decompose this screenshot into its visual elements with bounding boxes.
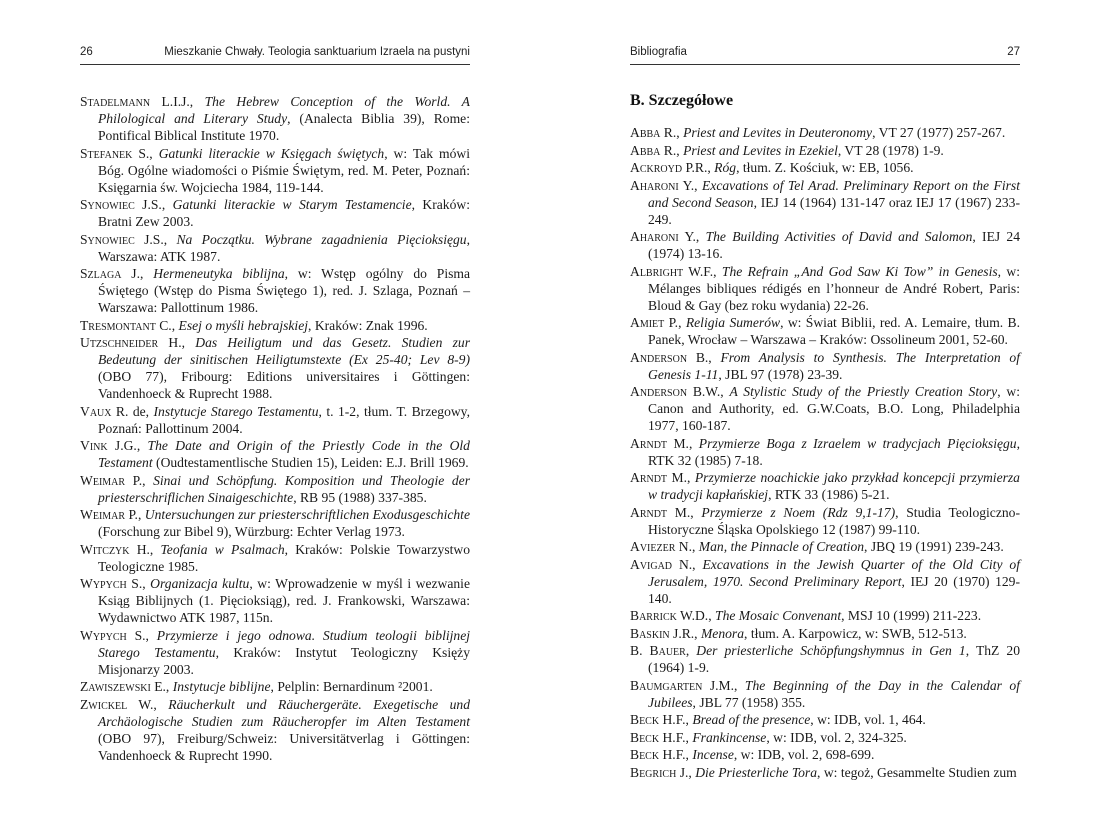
entry-initials: C., <box>155 317 179 333</box>
bibliography-entry <box>80 265 470 316</box>
entry-details: , w: Wstęp ogólny do Pisma Świętego (Wstęp do Pisma Świętego 1), red. J. Szlaga, Poznań – Warszawa: Pallottinum 1986. <box>98 266 471 315</box>
entry-details: , Pelplin: Bernardinum ²2001. <box>270 679 433 694</box>
entry-title: Excavations in the Jewish Quarter of the Old City of Jerusalem, 1970. Second Preliminary Report <box>648 556 1020 589</box>
bibliography-entry <box>630 228 1020 262</box>
right-running-header <box>630 44 1020 65</box>
entry-details: , IEJ 20 (1970) 129-140. <box>648 573 1020 606</box>
entry-author: Wypych <box>80 627 127 643</box>
entry-initials: J.S., <box>134 197 173 212</box>
bibliography-entry <box>630 349 1020 383</box>
bibliography-entry <box>630 124 1020 141</box>
entry-title: Róg <box>714 160 737 175</box>
entry-title: Sinai und Schöpfung. Komposition und Theologie der priesterschriflichen Sinaigeschichte <box>98 472 470 505</box>
entry-initials: W.F., <box>683 263 722 279</box>
entry-initials: R., <box>660 125 684 140</box>
entry-initials: B.W., <box>687 384 730 399</box>
entry-title: Przymierze i jego odnowa. Studium teologii biblijnej Starego Testamentu <box>98 627 471 660</box>
bibliography-entry <box>630 159 1020 176</box>
entry-author: Ackroyd <box>630 160 683 175</box>
entry-author: Beck <box>630 729 660 745</box>
entry-title: A Stylistic Study of the Priestly Creation Story <box>729 384 998 399</box>
entry-title: Der priesterliche Schöpfungshymnus in Gen 1 <box>696 643 966 658</box>
entry-title: The Date and Origin of the Priestly Code in the Old Testament <box>98 438 470 470</box>
entry-author: Aharoni <box>630 177 679 193</box>
entry-author: Arndt <box>630 504 668 520</box>
entry-author: Baumgarten <box>630 677 703 693</box>
entry-details: , Studia Teologiczno-Historyczne Śląska Opolskiego 12 (1987) 99-110. <box>648 504 1020 537</box>
entry-title: Teofania w Psalmach <box>160 541 285 557</box>
bibliography-entry <box>630 263 1020 314</box>
entry-title: Gatunki literackie w Księgach świętych <box>158 145 385 161</box>
entry-details: , tłum. Z. Kościuk, w: EB, 1056. <box>736 160 914 175</box>
entry-details: (OBO 97), Freiburg/Schweiz: Universitätverlag i Göttingen: Vandenhoeck & Ruprecht 1990. <box>98 730 470 763</box>
entry-details: , JBL 77 (1958) 355. <box>692 694 806 710</box>
bibliography-entry <box>80 678 470 695</box>
entry-initials: W., <box>127 696 169 712</box>
bibliography-entry <box>80 696 470 764</box>
left-running-title: Mieszkanie Chwały. Teologia sanktuarium Izraela na pustyni <box>164 46 470 58</box>
entry-details: , Kraków: Bratni Zew 2003. <box>98 197 470 229</box>
entry-title: The Hebrew Conception of the World. A Philological and Literary Study <box>98 94 470 126</box>
entry-author: Aviezer <box>630 539 676 554</box>
bibliography-entry <box>630 177 1020 228</box>
entry-title: Gatunki literackie w Starym Testamencie <box>172 197 412 212</box>
entry-author: Vink <box>80 438 108 453</box>
entry-title: The Mosaic Convenant <box>715 608 842 623</box>
bibliography-entry <box>630 711 1020 728</box>
entry-author: B. Bauer <box>630 643 686 658</box>
bibliography-entry <box>80 334 470 402</box>
bibliography-entry <box>630 556 1020 607</box>
entry-initials: J.G., <box>107 438 148 453</box>
entry-initials: B., <box>687 349 721 365</box>
right-bibliography-list <box>630 124 1020 781</box>
entry-details: , Kraków: Znak 1996. <box>308 317 428 333</box>
entry-author: Zawiszewski <box>80 679 151 694</box>
entry-details: , VT 27 (1977) 257-267. <box>872 125 1006 140</box>
entry-title: Przymierze z Noem (Rdz 9,1-17) <box>701 504 896 520</box>
bibliography-entry <box>630 504 1020 538</box>
bibliography-entry <box>80 506 470 540</box>
entry-initials: H.F., <box>659 747 693 762</box>
entry-title: Man, the Pinnacle of Creation <box>698 539 865 554</box>
entry-initials: S., <box>132 145 159 161</box>
entry-details: (Oudtestamentlische Studien 15), Leiden: E.J. Brill 1969. <box>152 455 469 470</box>
entry-author: Tresmontant <box>80 317 156 333</box>
entry-details: , JBL 97 (1978) 23-39. <box>718 366 843 382</box>
entry-author: Szlaga <box>80 266 122 281</box>
bibliography-entry <box>630 642 1020 676</box>
entry-details: , (Analecta Biblia 39), Rome: Pontifical Biblical Institute 1970. <box>98 111 470 143</box>
entry-author: Begrich <box>630 764 677 780</box>
right-running-title: Bibliografia <box>630 46 687 58</box>
entry-initials: R. de, <box>111 403 154 419</box>
left-page <box>80 0 470 818</box>
entry-initials: M., <box>667 504 702 520</box>
entry-title: From Analysis to Synthesis. The Interpretation of Genesis 1-11 <box>648 349 1020 382</box>
entry-title: Organizacja kultu <box>150 576 250 591</box>
entry-details: , tłum. A. Karpowicz, w: SWB, 512-513. <box>744 625 967 641</box>
entry-title: Incense <box>692 747 734 762</box>
entry-details: (OBO 77), Fribourg: Editions universitaires i Göttingen: Vandenhoeck & Ruprecht 1988. <box>98 369 470 401</box>
bibliography-entry <box>80 145 470 196</box>
entry-author: Baskin <box>630 625 670 641</box>
entry-title: The Building Activities of David and Salomon <box>705 229 973 244</box>
entry-initials: P.R., <box>682 160 715 175</box>
entry-title: Untersuchungen zur priesterschriftlichen Exodusgeschichte <box>144 507 470 522</box>
entry-author: Amiet <box>630 315 665 330</box>
entry-initials: N., <box>672 556 703 572</box>
bibliography-entry <box>630 142 1020 159</box>
entry-author: Anderson <box>630 349 688 365</box>
bibliography-entry <box>630 607 1020 624</box>
bibliography-entry <box>80 472 470 506</box>
entry-title: Frankincense <box>692 729 767 745</box>
entry-title: Priest and Levites in Deuteronomy <box>683 125 873 140</box>
bibliography-entry <box>80 403 470 437</box>
entry-initials: P., <box>664 315 686 330</box>
entry-initials: J.S., <box>134 231 177 247</box>
entry-title: Priest and Levites in Ezekiel <box>683 142 838 158</box>
left-running-header <box>80 44 470 65</box>
entry-author: Aharoni <box>630 229 679 244</box>
entry-initials: J., <box>121 266 154 281</box>
entry-author: Weimar <box>80 472 126 488</box>
entry-title: The Beginning of the Day in the Calendar of Jubilees <box>648 677 1020 710</box>
entry-details: , Kraków: Polskie Towarzystwo Teologiczne 1985. <box>98 541 471 574</box>
bibliography-entry <box>630 435 1020 469</box>
right-page <box>630 0 1020 818</box>
entry-title: Instytucje biblijne <box>172 679 271 694</box>
entry-title: Menora <box>700 625 745 641</box>
entry-details: , w: Wprowadzenie w myśl i wezwanie Ksiąg Biblijnych (1. Pięcioksiąg), red. J. Frankowski, Warszawa: Wydawnictwo ATK 1987, 115n. <box>98 576 470 625</box>
entry-title: Przymierze noachickie jako przykład koncepcji przymierza w tradycji kapłańskiej <box>648 470 1020 502</box>
bibliography-entry <box>80 93 470 144</box>
entry-initials: J.R., <box>669 625 701 641</box>
entry-initials: L.I.J., <box>150 94 205 109</box>
entry-initials: Y., <box>678 177 702 193</box>
entry-initials: J.M., <box>702 677 745 693</box>
bibliography-entry <box>630 383 1020 434</box>
entry-details: , IEJ 24 (1974) 13-16. <box>648 229 1021 261</box>
entry-title: Na Początku. Wybrane zagadnienia Pięcioksięgu <box>176 231 467 247</box>
right-page-number: 27 <box>1007 46 1020 58</box>
bibliography-entry <box>630 469 1020 503</box>
entry-details: , w: IDB, vol. 2, 324-325. <box>766 729 907 745</box>
entry-initials: M., <box>667 435 699 451</box>
entry-author: Synowiec <box>80 197 135 212</box>
bibliography-entry <box>630 538 1020 555</box>
entry-initials: R., <box>660 142 684 158</box>
entry-details: , t. 1-2, tłum. T. Brzegowy, Poznań: Pallottinum 2004. <box>98 403 470 436</box>
left-bibliography-list <box>80 93 470 764</box>
bibliography-entry <box>80 437 470 471</box>
entry-details: , RB 95 (1988) 337-385. <box>293 489 427 505</box>
entry-author: Barrick <box>630 608 677 623</box>
entry-details: , VT 28 (1978) 1-9. <box>837 142 944 158</box>
entry-author: Abba <box>630 125 661 140</box>
bibliography-entry <box>80 196 470 230</box>
bibliography-entry <box>80 541 470 575</box>
entry-details: , ThZ 20 (1964) 1-9. <box>648 643 1021 675</box>
entry-title: Excavations of Tel Arad. Preliminary Report on the First and Second Season <box>648 177 1020 210</box>
entry-details: , w: IDB, vol. 2, 698-699. <box>733 747 875 762</box>
entry-author: Stadelmann <box>80 94 151 109</box>
entry-initials: H., <box>158 335 196 350</box>
entry-initials: W.D., <box>676 608 716 623</box>
entry-title: Räucherkult und Räuchergeräte. Exegetische und Archäologische Studien zum Räucheropfer im Alten Testament <box>98 696 470 729</box>
entry-details: , RTK 33 (1986) 5-21. <box>768 487 890 502</box>
bibliography-entry <box>630 625 1020 642</box>
bibliography-entry <box>80 627 470 678</box>
bibliography-entry <box>80 317 470 334</box>
entry-title: Hermeneutyka biblijna <box>153 266 285 281</box>
entry-title: The Refrain „And God Saw Ki Tow” in Genesis <box>721 263 998 279</box>
entry-details: , IEJ 14 (1964) 131-147 oraz IEJ 17 (1967) 233-249. <box>648 194 1020 227</box>
entry-initials: H.F., <box>659 712 693 727</box>
section-heading: B. Szczegółowe <box>630 92 734 109</box>
entry-title: Die Priesterliche Tora <box>695 764 818 780</box>
entry-author: Weimar <box>80 507 126 522</box>
entry-initials: H.F., <box>659 729 693 745</box>
entry-details: , MSJ 10 (1999) 211-223. <box>841 608 982 623</box>
entry-author: Anderson <box>630 384 688 399</box>
entry-author: Wypych <box>80 576 127 591</box>
bibliography-entry <box>630 729 1020 746</box>
bibliography-entry <box>80 231 470 265</box>
entry-title: Esej o myśli hebrajskiej <box>178 317 309 333</box>
entry-initials: H., <box>129 541 161 557</box>
entry-title: Bread of the presence <box>692 712 811 727</box>
entry-details: , w: tegoż, Gesammelte Studien zum <box>817 764 1017 780</box>
entry-author: Arndt <box>630 470 668 485</box>
entry-details: , Warszawa: ATK 1987. <box>98 231 471 264</box>
entry-initials: Y., <box>678 229 706 244</box>
bibliography-entry <box>630 746 1020 763</box>
entry-title: Przymierze Boga z Izraelem w tradycjach Pięcioksięgu <box>698 435 1017 451</box>
entry-author: Witczyk <box>80 541 130 557</box>
entry-author: Arndt <box>630 435 668 451</box>
bibliography-entry <box>80 575 470 626</box>
entry-initials: , <box>685 643 697 658</box>
entry-author: Abba <box>630 142 661 158</box>
entry-author: Stefanek <box>80 145 133 161</box>
entry-details: , Kraków: Instytut Teologiczny Księży Misjonarzy 2003. <box>98 644 470 677</box>
entry-author: Beck <box>630 747 660 762</box>
entry-initials: P., <box>125 507 145 522</box>
entry-author: Avigad <box>630 556 673 572</box>
entry-author: Zwickel <box>80 696 128 712</box>
entry-details: , w: Mélanges bibliques rédigés en l’honneur de André Robert, Paris: Bloud & Gay (bez roku wydania) 22-26. <box>648 263 1021 313</box>
bibliography-entry <box>630 314 1020 348</box>
entry-initials: S., <box>126 576 151 591</box>
entry-details: , w: Tak mówi Bóg. Ogólne wiadomości o Piśmie Świętym, red. M. Peter, Poznań: Księgarnia św. Wojciecha 1984, 119-144. <box>98 145 471 195</box>
entry-initials: M., <box>667 470 695 485</box>
bibliography-entry <box>630 677 1020 711</box>
entry-title: Religia Sumerów <box>685 315 781 330</box>
entry-author: Synowiec <box>80 231 135 247</box>
entry-details: , w: IDB, vol. 1, 464. <box>810 712 926 727</box>
entry-author: Vaux <box>80 403 112 419</box>
entry-details: , w: Canon and Authority, ed. G.W.Coats, B.O. Long, Philadelphia 1977, 160-187. <box>648 384 1021 433</box>
bibliography-entry <box>630 764 1020 781</box>
entry-author: Beck <box>630 712 660 727</box>
entry-details: , w: Świat Biblii, red. A. Lemaire, tłum. B. Panek, Wrocław – Warszawa – Kraków: Ossolineum 2001, 52-60. <box>648 315 1020 347</box>
entry-title: Instytucje Starego Testamentu <box>153 403 319 419</box>
entry-title: Das Heiligtum und das Gesetz. Studien zur Bedeutung der sinitischen Heiligtumstexte (Ex 25-40; Lev 8-9) <box>98 335 470 367</box>
entry-author: Albright <box>630 263 684 279</box>
left-page-number: 26 <box>80 46 93 58</box>
entry-details: , JBQ 19 (1991) 239-243. <box>864 539 1004 554</box>
entry-initials: E., <box>150 679 173 694</box>
entry-initials: J., <box>676 764 696 780</box>
entry-initials: N., <box>675 539 699 554</box>
entry-details: (Forschung zur Bibel 9), Würzburg: Echter Verlag 1973. <box>98 524 405 539</box>
entry-author: Utzschneider <box>80 335 159 350</box>
entry-initials: S., <box>126 627 157 643</box>
entry-initials: P., <box>125 472 154 488</box>
entry-details: , RTK 32 (1985) 7-18. <box>648 435 1021 468</box>
